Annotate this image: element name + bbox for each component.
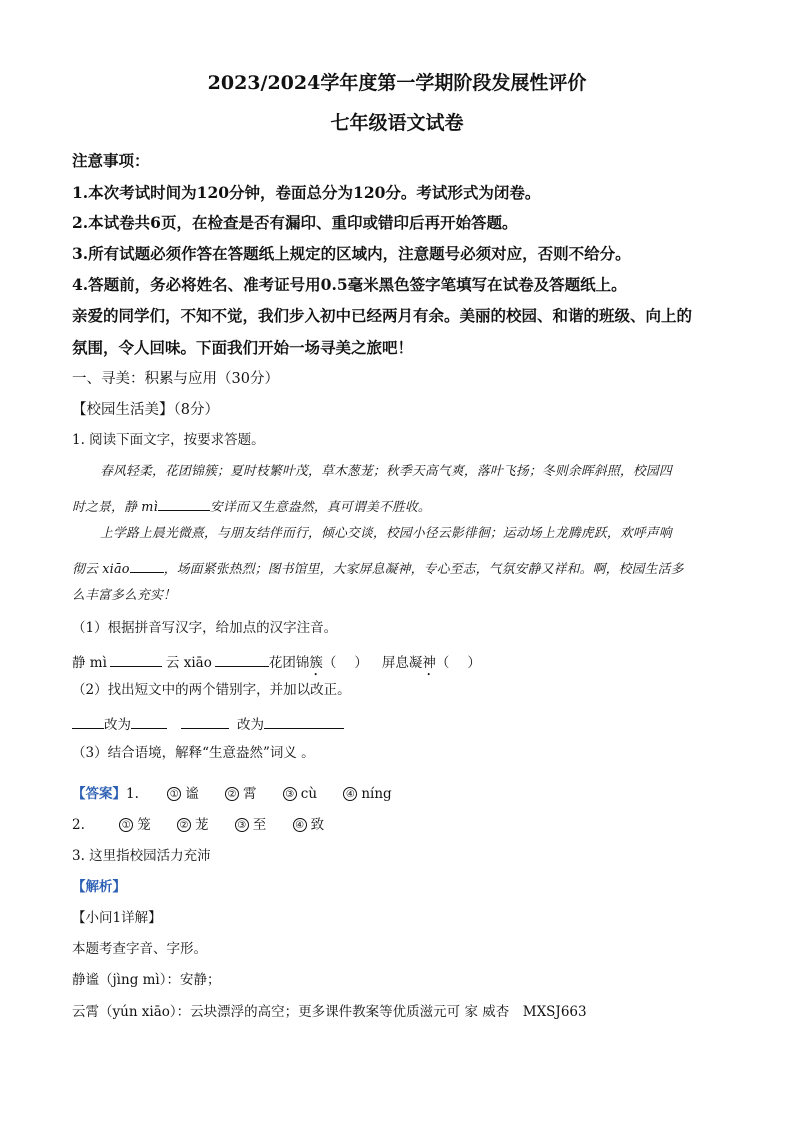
- passage-2-text-b: ，场面紧张热烈；图书馆里，大家屏息凝神，专心至志，气氛安静又祥和。啊，校园生活多: [163, 562, 684, 577]
- blank-xiao: [130, 559, 164, 573]
- circled-number-3: ③: [283, 787, 297, 801]
- wrong-char-blank-1: [72, 715, 104, 729]
- answer-2-2: 茏: [194, 817, 209, 833]
- passage-2-text-a: 彻云 xiāo: [72, 562, 130, 577]
- passage-1-line-2: [72, 497, 431, 515]
- pinyin-mi-label: 静 mì: [72, 655, 107, 671]
- circled-number-3: ③: [235, 818, 249, 832]
- circled-number-2: ②: [225, 787, 239, 801]
- sub-question-1-blanks: [72, 653, 481, 679]
- passage-1-text-a: 时之景，静 mì: [72, 500, 158, 515]
- passage-2-line-2: [72, 559, 684, 577]
- notice-item-3: 3.所有试题必须作答在答题纸上规定的区域内，注意题号必须对应，否则不给分。: [72, 244, 631, 263]
- paren-close: ）: [467, 655, 481, 671]
- pinyin-xiao-label: 云 xiāo: [165, 655, 212, 671]
- notice-heading: 注意事项：: [72, 151, 150, 170]
- paren-open: （: [435, 655, 450, 671]
- word-pingxi-text: 屏息凝: [381, 655, 423, 671]
- passage-2-line-1: 上学路上晨光微熹，与朋友结伴而行，倾心交谈，校园小径云影徘徊；运动场上龙腾虎跃，欢呼声响: [100, 526, 672, 541]
- answer-blank-mi: [110, 653, 162, 667]
- dotted-char-ning: 神: [422, 655, 436, 671]
- answer-row-1-number: 1.: [126, 786, 139, 802]
- circled-number-4: ④: [293, 818, 307, 832]
- answer-row-3: 3. 这里指校园活力充沛: [72, 848, 211, 864]
- answer-1-2: 霄: [242, 786, 257, 802]
- circled-number-1: ①: [119, 818, 133, 832]
- intro-line-1: 亲爱的同学们，不知不觉，我们步入初中已经两月有余。美丽的校园、和谐的班级、向上的: [72, 306, 693, 325]
- section-subheading: 【校园生活美】（8分）: [72, 402, 219, 418]
- passage-2-line-3: 么丰富多么充实！: [72, 588, 176, 603]
- analysis-line-1: 本题考查字音、字形。: [72, 941, 207, 957]
- section-heading: 一、寻美：积累与应用（30分）: [72, 371, 279, 387]
- answer-row-1: [72, 787, 392, 802]
- answer-1-1: 谧: [185, 786, 199, 802]
- intro-line-2: 氛围，令人回味。下面我们开始一场寻美之旅吧！: [72, 338, 414, 357]
- blank-mi: [158, 497, 210, 511]
- paren-close: ）: [354, 655, 368, 671]
- question-1-stem: 1. 阅读下面文字，按要求答题。: [72, 432, 265, 448]
- answer-row-2-number: 2.: [72, 817, 85, 833]
- notice-item-1: 1.本次考试时间为120分钟，卷面总分为120分。考试形式为闭卷。: [72, 183, 541, 202]
- wrong-char-blank-2: [181, 715, 229, 729]
- dotted-char-cu: 簇: [309, 655, 323, 671]
- analysis-line-3: 云霄（yún xiāo）：云块漂浮的高空；更多课件教案等优质滋元可 家 威杏 MXSJ663: [72, 1004, 587, 1020]
- sub-question-3: （3）结合语境，解释“生意盎然”词义 。: [72, 745, 315, 761]
- notice-item-4: 4.答题前，务必将姓名、准考证号用0.5毫米黑色签字笔填写在试卷及答题纸上。: [72, 275, 627, 294]
- circled-number-4: ④: [343, 787, 357, 801]
- passage-1-text-b: 安详而又生意盎然，真可谓美不胜收。: [209, 500, 431, 515]
- answer-1-3: cù: [300, 786, 318, 802]
- word-huatuanjincu-text: 花团锦: [268, 655, 310, 671]
- notice-item-2: 2.本试卷共6页，在检查是否有漏印、重印或错印后再开始答题。: [72, 213, 518, 232]
- sub-question-2: （2）找出短文中的两个错别字，并加以改正。: [72, 682, 351, 698]
- answer-blank-xiao: [215, 653, 269, 667]
- analysis-line-2: 静谧（jìng mì）：安静；: [72, 972, 221, 988]
- answer-1-4: níng: [361, 786, 392, 802]
- answer-label: 【答案】: [72, 786, 126, 802]
- sub-question-2-blanks: [72, 715, 344, 733]
- circled-number-1: ①: [167, 787, 181, 801]
- exam-title: 2023/2024学年度第一学期阶段发展性评价: [207, 72, 587, 94]
- correct-char-blank-1: [131, 715, 167, 729]
- sub-question-1: （1）根据拼音写汉字，给加点的汉字注音。: [72, 620, 338, 636]
- answer-2-3: 至: [252, 817, 267, 833]
- exam-subtitle: 七年级语文试卷: [330, 112, 464, 134]
- change-to-label-1: 改为: [104, 717, 131, 733]
- correct-char-blank-2: [264, 715, 344, 729]
- analysis-label: 【解析】: [72, 879, 126, 895]
- answer-row-2: [72, 818, 324, 833]
- passage-1-line-1: 春风轻柔，花团锦簇；夏时枝繁叶茂，草木葱茏；秋季天高气爽，落叶飞扬；冬则余晖斜照，校园四: [100, 464, 672, 479]
- answer-2-4: 致: [310, 817, 325, 833]
- answer-2-1: 笼: [137, 817, 151, 833]
- circled-number-2: ②: [177, 818, 191, 832]
- analysis-sub-heading: 【小问1详解】: [72, 910, 162, 926]
- change-to-label-2: 改为: [237, 717, 264, 733]
- paren-open: （: [322, 655, 337, 671]
